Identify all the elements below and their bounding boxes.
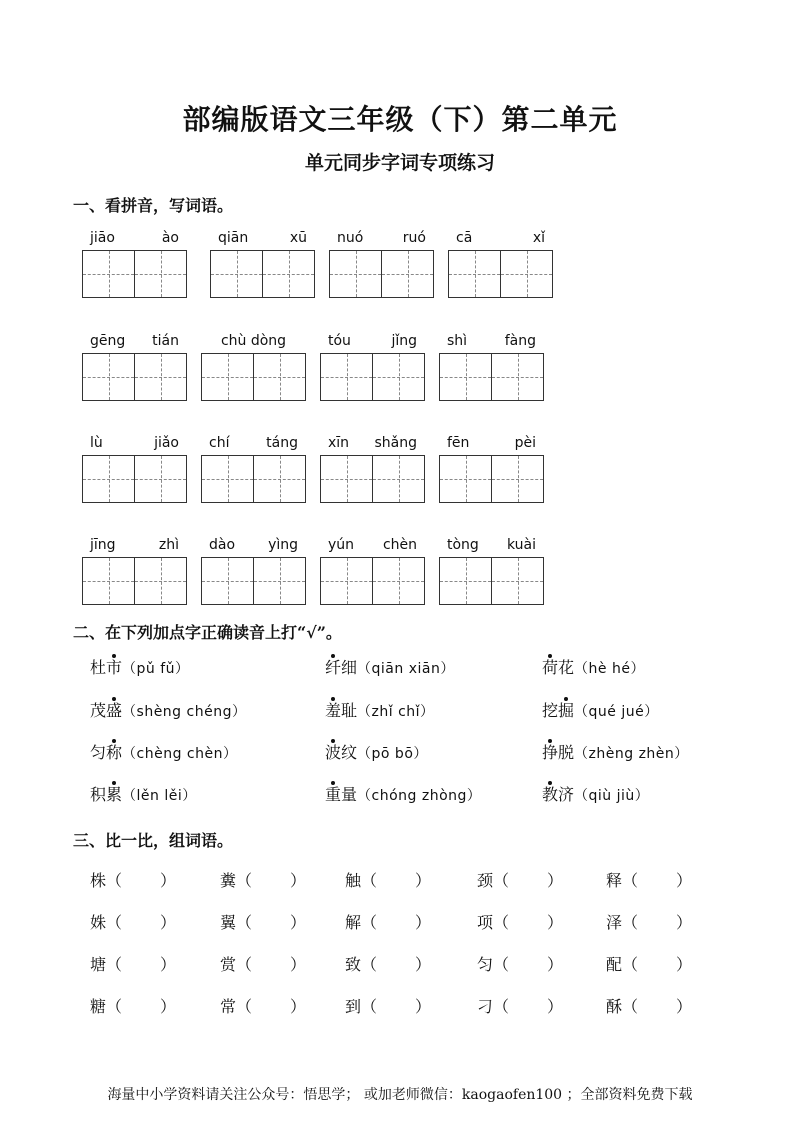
pinyin-label: chù dòng	[220, 333, 287, 349]
paren-close: ）	[676, 997, 693, 1016]
paren-open: （	[106, 955, 123, 974]
writing-box[interactable]	[135, 250, 187, 298]
pinyin-label: yìng	[268, 537, 298, 553]
writing-box[interactable]	[82, 353, 135, 401]
word-group	[439, 331, 544, 401]
section1-heading: 一、看拼音，写词语。	[73, 196, 234, 215]
character: 触	[345, 871, 362, 890]
word-group	[439, 535, 544, 605]
compare-word-item	[477, 952, 569, 975]
pinyin-options[interactable]: （qué jué）	[574, 704, 659, 720]
compare-word-item	[345, 910, 437, 933]
dotted-character: 挣	[542, 743, 559, 762]
answer-blank[interactable]	[493, 910, 569, 933]
word-group	[201, 433, 306, 503]
compare-word-item	[606, 952, 698, 975]
word-character: 茂	[90, 701, 107, 720]
compare-word-item	[606, 994, 698, 1017]
answer-blank[interactable]	[361, 868, 437, 891]
paren-open: （	[622, 997, 639, 1016]
paren-open: （	[622, 955, 639, 974]
word-character: 杜	[90, 658, 107, 677]
dotted-character: 波	[325, 743, 342, 762]
paren-close: ）	[160, 871, 177, 890]
paren-close: ）	[290, 913, 307, 932]
answer-blank[interactable]	[493, 952, 569, 975]
pinyin-options[interactable]: （qiù jiù）	[574, 788, 650, 804]
writing-box[interactable]	[135, 455, 187, 503]
paren-close: ）	[676, 955, 693, 974]
answer-blank[interactable]	[361, 994, 437, 1017]
pinyin-label: jiāo	[90, 230, 115, 246]
paren-open: （	[236, 913, 253, 932]
dotted-character: 重	[325, 785, 342, 804]
writing-box[interactable]	[201, 353, 254, 401]
answer-blank[interactable]	[361, 910, 437, 933]
pinyin-label: tián	[152, 333, 179, 349]
pinyin-options[interactable]: （shèng chéng）	[122, 704, 247, 720]
character: 赏	[220, 955, 237, 974]
character: 株	[90, 871, 107, 890]
paren-close: ）	[415, 871, 432, 890]
character: 塘	[90, 955, 107, 974]
pinyin-label: jīng	[90, 537, 116, 553]
paren-open: （	[493, 871, 510, 890]
answer-blank[interactable]	[493, 994, 569, 1017]
compare-word-item	[90, 868, 182, 891]
pinyin-options[interactable]: （pǔ fǔ）	[122, 661, 190, 677]
paren-close: ）	[290, 871, 307, 890]
paren-open: （	[493, 955, 510, 974]
pinyin-label: yún	[328, 537, 355, 553]
word-group	[320, 433, 425, 503]
character: 项	[477, 913, 494, 932]
pinyin-label: pèi	[514, 435, 536, 451]
pinyin-label: lù	[90, 435, 103, 451]
footer-note: 海量中小学资料请关注公众号：悟思学； 或加老师微信：kaogaofen100 ；全部资料免费下载	[107, 1087, 693, 1103]
answer-blank[interactable]	[622, 910, 698, 933]
pronunciation-item	[542, 655, 645, 678]
pinyin-options[interactable]: （hè hé）	[574, 661, 645, 677]
writing-box[interactable]	[382, 250, 434, 298]
writing-box[interactable]	[263, 250, 315, 298]
word-character: 细	[341, 658, 358, 677]
word-character: 挖	[542, 701, 559, 720]
paren-open: （	[361, 955, 378, 974]
writing-box[interactable]	[254, 557, 306, 605]
writing-box[interactable]	[210, 250, 263, 298]
writing-box[interactable]	[82, 455, 135, 503]
section3-heading: 三、比一比，组词语。	[73, 831, 234, 850]
word-character: 量	[341, 785, 358, 804]
word-group	[82, 433, 187, 503]
pinyin-label: cā	[456, 230, 473, 246]
paren-close: ）	[415, 955, 432, 974]
paren-open: （	[236, 955, 253, 974]
compare-word-item	[90, 994, 182, 1017]
compare-word-item	[606, 910, 698, 933]
answer-blank[interactable]	[622, 868, 698, 891]
writing-box[interactable]	[135, 353, 187, 401]
compare-word-item	[606, 868, 698, 891]
character: 泽	[606, 913, 623, 932]
compare-word-item	[477, 910, 569, 933]
compare-word-item	[345, 952, 437, 975]
compare-word-item	[477, 868, 569, 891]
word-group	[448, 228, 553, 298]
pinyin-options[interactable]: （pō bō）	[357, 746, 428, 762]
character: 颈	[477, 871, 494, 890]
page-subtitle: 单元同步字词专项练习	[304, 152, 495, 174]
writing-box[interactable]	[320, 557, 373, 605]
answer-blank[interactable]	[236, 952, 312, 975]
word-group	[201, 535, 306, 605]
paren-open: （	[493, 997, 510, 1016]
writing-box[interactable]	[439, 557, 492, 605]
word-character: 脱	[558, 743, 575, 762]
pinyin-label: kuài	[506, 537, 536, 553]
dotted-character: 荷	[542, 658, 559, 677]
dotted-character: 称	[106, 743, 123, 762]
pinyin-label: tòng	[447, 537, 479, 553]
paren-open: （	[361, 997, 378, 1016]
dotted-character: 教	[542, 785, 559, 804]
writing-box[interactable]	[82, 557, 135, 605]
character: 致	[345, 955, 362, 974]
writing-box[interactable]	[201, 455, 254, 503]
compare-word-item	[220, 868, 312, 891]
pinyin-label: xū	[289, 230, 307, 246]
compare-word-item	[220, 910, 312, 933]
answer-blank[interactable]	[106, 910, 182, 933]
word-group	[201, 331, 306, 401]
paren-close: ）	[415, 913, 432, 932]
character: 糞	[220, 871, 237, 890]
paren-close: ）	[160, 955, 177, 974]
word-group	[439, 433, 544, 503]
pinyin-label: tóu	[328, 333, 351, 349]
answer-blank[interactable]	[236, 868, 312, 891]
pronunciation-item	[90, 698, 246, 721]
pronunciation-item	[325, 782, 481, 805]
character: 到	[345, 997, 362, 1016]
character: 姝	[90, 913, 107, 932]
paren-open: （	[106, 997, 123, 1016]
writing-box[interactable]	[254, 455, 306, 503]
section2-heading: 二、在下列加点字正确读音上打“√”。	[73, 623, 342, 642]
paren-close: ）	[547, 955, 564, 974]
answer-blank[interactable]	[622, 952, 698, 975]
answer-blank[interactable]	[236, 994, 312, 1017]
pinyin-options[interactable]: （chóng zhòng）	[357, 788, 482, 804]
paren-close: ）	[160, 913, 177, 932]
character: 解	[345, 913, 362, 932]
answer-blank[interactable]	[236, 910, 312, 933]
writing-box[interactable]	[201, 557, 254, 605]
compare-word-item	[220, 952, 312, 975]
character: 翼	[220, 913, 237, 932]
answer-blank[interactable]	[106, 994, 182, 1017]
paren-open: （	[622, 913, 639, 932]
character: 刁	[477, 997, 494, 1016]
pronunciation-item	[325, 655, 455, 678]
paren-close: ）	[415, 997, 432, 1016]
word-character: 花	[558, 658, 575, 677]
pronunciation-item	[542, 740, 689, 763]
writing-box[interactable]	[373, 557, 425, 605]
pinyin-label: shǎng	[374, 435, 417, 451]
compare-word-item	[477, 994, 569, 1017]
writing-box[interactable]	[439, 353, 492, 401]
pronunciation-item	[325, 698, 435, 721]
pinyin-label: dào	[209, 537, 236, 553]
pronunciation-item	[325, 740, 428, 763]
pinyin-label: gēng	[90, 333, 126, 349]
answer-blank[interactable]	[622, 994, 698, 1017]
writing-box[interactable]	[373, 455, 425, 503]
paren-open: （	[236, 997, 253, 1016]
answer-blank[interactable]	[106, 952, 182, 975]
character: 匀	[477, 955, 494, 974]
pinyin-label: ruó	[402, 230, 426, 246]
compare-word-item	[90, 910, 182, 933]
word-group	[320, 331, 425, 401]
dotted-character: 市	[106, 658, 123, 677]
character: 糖	[90, 997, 107, 1016]
writing-box[interactable]	[82, 250, 135, 298]
pronunciation-item	[542, 698, 659, 721]
pinyin-label: fàng	[504, 333, 536, 349]
writing-box[interactable]	[373, 353, 425, 401]
pinyin-label: shì	[447, 333, 468, 349]
paren-close: ）	[160, 997, 177, 1016]
pinyin-label: qiān	[218, 230, 249, 246]
word-group	[329, 228, 434, 298]
writing-box[interactable]	[448, 250, 501, 298]
dotted-character: 羞	[325, 701, 342, 720]
paren-close: ）	[290, 997, 307, 1016]
compare-word-item	[220, 994, 312, 1017]
pinyin-label: xīn	[328, 435, 350, 451]
paren-open: （	[622, 871, 639, 890]
pinyin-label: fēn	[447, 435, 470, 451]
character: 释	[606, 871, 623, 890]
dotted-character: 纤	[325, 658, 342, 677]
pronunciation-item	[90, 740, 237, 763]
character: 酥	[606, 997, 623, 1016]
paren-open: （	[361, 871, 378, 890]
word-character: 纹	[341, 743, 358, 762]
writing-box[interactable]	[492, 557, 544, 605]
word-character: 匀	[90, 743, 107, 762]
word-group	[210, 228, 315, 298]
writing-box[interactable]	[492, 455, 544, 503]
paren-open: （	[106, 871, 123, 890]
word-group	[82, 228, 187, 298]
answer-blank[interactable]	[106, 868, 182, 891]
pinyin-options[interactable]: （lěn lěi）	[122, 788, 197, 804]
paren-open: （	[361, 913, 378, 932]
word-character: 积	[90, 785, 107, 804]
paren-close: ）	[547, 997, 564, 1016]
pinyin-label: ào	[161, 230, 179, 246]
pinyin-options[interactable]: （zhǐ chǐ）	[357, 704, 435, 720]
pinyin-options[interactable]: （qiān xiān）	[357, 661, 455, 677]
pinyin-label: nuó	[337, 230, 364, 246]
writing-box[interactable]	[501, 250, 553, 298]
answer-blank[interactable]	[493, 868, 569, 891]
paren-open: （	[236, 871, 253, 890]
paren-close: ）	[547, 871, 564, 890]
word-group	[82, 331, 187, 401]
compare-word-item	[90, 952, 182, 975]
writing-box[interactable]	[439, 455, 492, 503]
pinyin-label: táng	[266, 435, 298, 451]
pinyin-label: jiǎo	[154, 435, 179, 451]
pinyin-label: zhì	[158, 537, 179, 553]
writing-box[interactable]	[135, 557, 187, 605]
paren-open: （	[493, 913, 510, 932]
pronunciation-item	[542, 782, 649, 805]
pronunciation-item	[90, 655, 190, 678]
answer-blank[interactable]	[361, 952, 437, 975]
pinyin-label: chí	[209, 435, 230, 451]
word-group	[82, 535, 187, 605]
dotted-character: 累	[106, 785, 123, 804]
pinyin-label: chèn	[382, 537, 417, 553]
writing-box[interactable]	[320, 353, 373, 401]
character: 配	[606, 955, 623, 974]
paren-open: （	[106, 913, 123, 932]
word-character: 耻	[341, 701, 358, 720]
pinyin-label: jǐng	[391, 333, 417, 349]
paren-close: ）	[547, 913, 564, 932]
pronunciation-item	[90, 782, 197, 805]
paren-close: ）	[676, 871, 693, 890]
writing-box[interactable]	[492, 353, 544, 401]
pinyin-label: xǐ	[532, 230, 545, 246]
paren-close: ）	[676, 913, 693, 932]
word-group	[320, 535, 425, 605]
dotted-character: 盛	[106, 701, 123, 720]
compare-word-item	[345, 868, 437, 891]
compare-word-item	[345, 994, 437, 1017]
paren-close: ）	[290, 955, 307, 974]
page-title: 部编版语文三年级（下）第二单元	[182, 103, 618, 136]
character: 常	[220, 997, 237, 1016]
word-character: 济	[558, 785, 575, 804]
writing-box[interactable]	[329, 250, 382, 298]
pinyin-options[interactable]: （zhèng zhèn）	[574, 746, 689, 762]
pinyin-options[interactable]: （chèng chèn）	[122, 746, 238, 762]
dotted-character: 掘	[558, 701, 575, 720]
writing-box[interactable]	[254, 353, 306, 401]
writing-box[interactable]	[320, 455, 373, 503]
